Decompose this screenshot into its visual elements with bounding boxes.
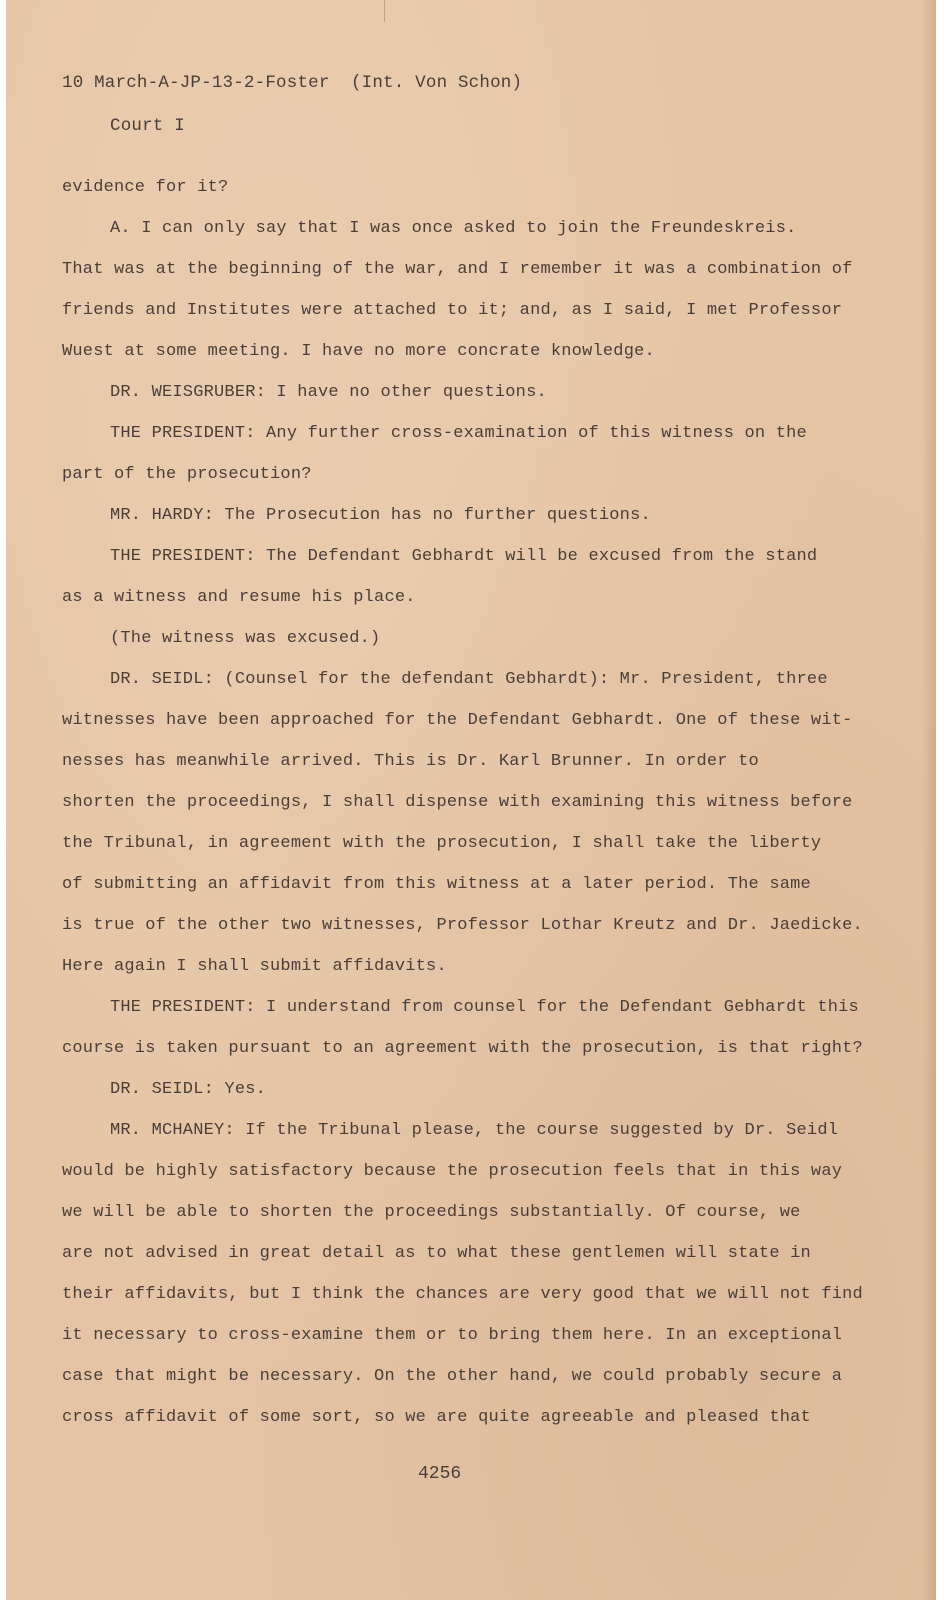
transcript-line: we will be able to shorten the proceedings substantially. Of course, we bbox=[62, 1203, 801, 1222]
transcript-line: their affidavits, but I think the chances are very good that we will not find bbox=[62, 1285, 863, 1304]
transcript-line: That was at the beginning of the war, and I remember it was a combination of bbox=[62, 260, 853, 279]
transcript-line: Here again I shall submit affidavits. bbox=[62, 957, 447, 976]
header-reference: 10 March-A-JP-13-2-Foster bbox=[62, 73, 330, 93]
transcript-line: would be highly satisfactory because the prosecution feels that in this way bbox=[62, 1162, 843, 1181]
transcript-line: DR. SEIDL: (Counsel for the defendant Gebhardt): Mr. President, three bbox=[110, 670, 828, 689]
transcript-line: nesses has meanwhile arrived. This is Dr. Karl Brunner. In order to bbox=[62, 752, 759, 771]
transcript-line: (The witness was excused.) bbox=[110, 629, 381, 648]
transcript-line: of submitting an affidavit from this witness at a later period. The same bbox=[62, 875, 811, 894]
transcript-line: THE PRESIDENT: Any further cross-examination of this witness on the bbox=[110, 424, 807, 443]
transcript-line: evidence for it? bbox=[62, 178, 229, 197]
transcript-line: DR. SEIDL: Yes. bbox=[110, 1080, 267, 1099]
fold-mark bbox=[384, 0, 385, 22]
transcript-line: THE PRESIDENT: The Defendant Gebhardt will be excused from the stand bbox=[110, 547, 818, 566]
transcript-line: shorten the proceedings, I shall dispense with examining this witness before bbox=[62, 793, 853, 812]
transcript-line: part of the prosecution? bbox=[62, 465, 312, 484]
court-label: Court I bbox=[110, 116, 185, 136]
transcript-line: the Tribunal, in agreement with the prosecution, I shall take the liberty bbox=[62, 834, 822, 853]
transcript-line: is true of the other two witnesses, Professor Lothar Kreutz and Dr. Jaedicke. bbox=[62, 916, 863, 935]
transcript-line: Wuest at some meeting. I have no more concrate knowledge. bbox=[62, 342, 655, 361]
transcript-line: case that might be necessary. On the other hand, we could probably secure a bbox=[62, 1367, 843, 1386]
transcript-line: friends and Institutes were attached to it; and, as I said, I met Professor bbox=[62, 301, 843, 320]
transcript-line: course is taken pursuant to an agreement with the prosecution, is that right? bbox=[62, 1039, 863, 1058]
transcript-line: as a witness and resume his place. bbox=[62, 588, 416, 607]
transcript-page bbox=[6, 0, 936, 1600]
transcript-line: A. I can only say that I was once asked to join the Freundeskreis. bbox=[110, 219, 797, 238]
transcript-line: it necessary to cross-examine them or to bring them here. In an exceptional bbox=[62, 1326, 843, 1345]
transcript-line: DR. WEISGRUBER: I have no other questions. bbox=[110, 383, 547, 402]
transcript-line: MR. MCHANEY: If the Tribunal please, the course suggested by Dr. Seidl bbox=[110, 1121, 839, 1140]
page-number: 4256 bbox=[418, 1464, 462, 1484]
transcript-line: MR. HARDY: The Prosecution has no further questions. bbox=[110, 506, 651, 525]
header-interpreter: (Int. Von Schon) bbox=[350, 73, 523, 93]
transcript-line: are not advised in great detail as to what these gentlemen will state in bbox=[62, 1244, 811, 1263]
transcript-line: witnesses have been approached for the Defendant Gebhardt. One of these wit- bbox=[62, 711, 853, 730]
page-header bbox=[62, 73, 522, 93]
transcript-line: THE PRESIDENT: I understand from counsel for the Defendant Gebhardt this bbox=[110, 998, 859, 1017]
transcript-line: cross affidavit of some sort, so we are quite agreeable and pleased that bbox=[62, 1408, 811, 1427]
